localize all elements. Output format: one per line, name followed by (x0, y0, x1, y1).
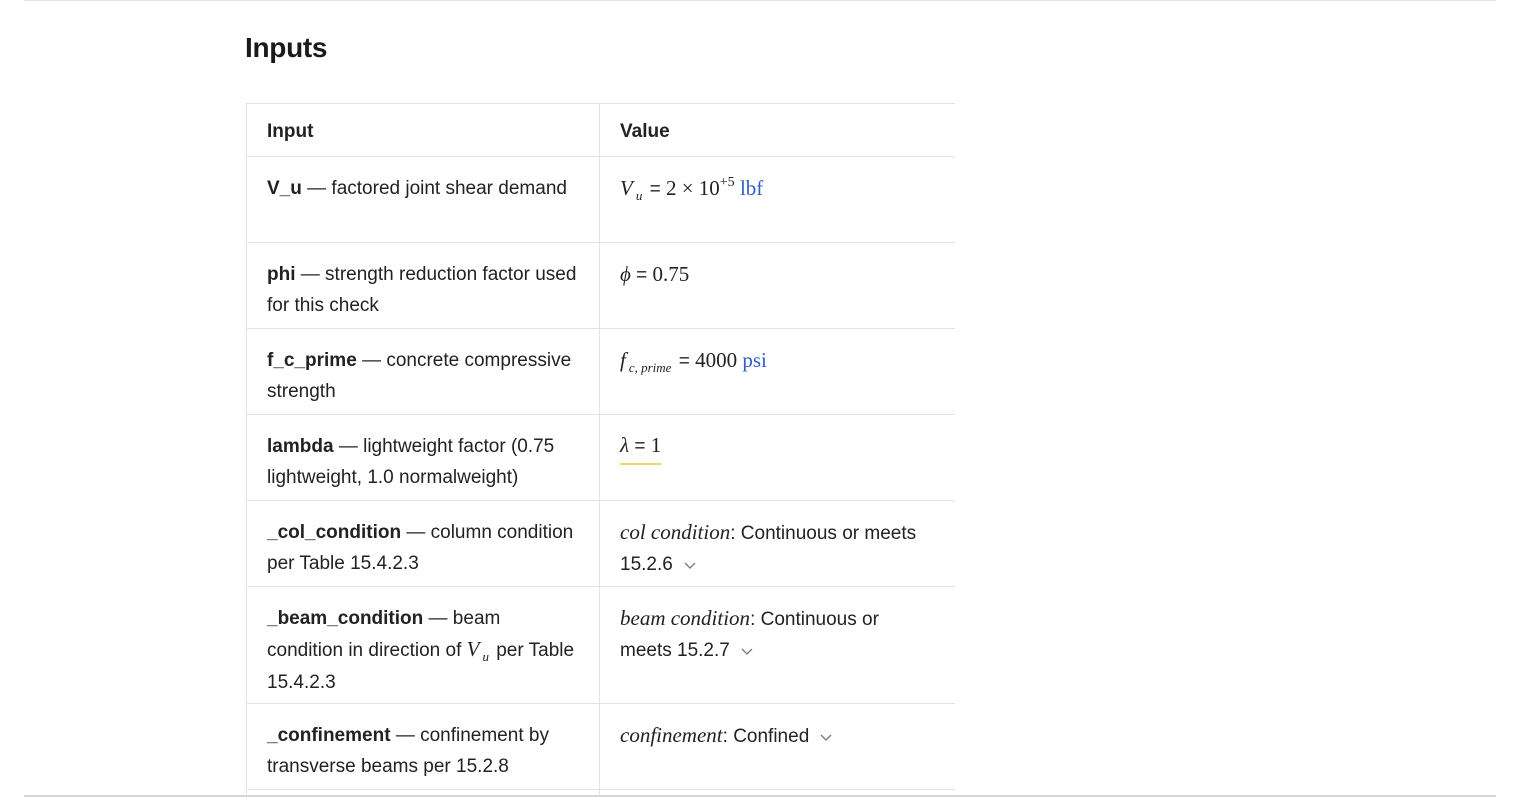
chevron-down-icon[interactable] (683, 558, 697, 572)
input-description-tail: per Table 15.4.2.3 (267, 640, 575, 693)
value-cell (600, 501, 956, 587)
value-cell (600, 704, 956, 790)
math-unit: psi (742, 348, 767, 372)
inputs-table (246, 103, 955, 795)
column-header-value: Value (600, 104, 956, 157)
input-cell (247, 704, 600, 790)
math-subscript: c, prime (628, 360, 672, 375)
table-row (247, 243, 956, 329)
beam-condition-select-value[interactable]: Continuous or meets 15.2.7 (620, 609, 879, 661)
input-cell (247, 587, 600, 704)
math-value: 0.75 (652, 262, 690, 286)
select-label (620, 606, 750, 630)
select-label-text: confinement (620, 723, 723, 747)
table-row (247, 329, 956, 415)
math-expression (620, 262, 689, 286)
math-unit: lbf (739, 176, 764, 200)
math-symbol: λ (620, 433, 630, 457)
table-header-row (247, 104, 956, 157)
chevron-down-icon[interactable] (819, 730, 833, 744)
table-row (247, 157, 956, 243)
value-cell (600, 587, 956, 704)
value-cell (600, 329, 956, 415)
input-cell (247, 501, 600, 587)
table-row (247, 415, 956, 501)
math-expression (620, 348, 767, 375)
math-value: 1 (650, 433, 662, 457)
input-description: — lightweight factor (0.75 lightweight, 1.0 normalweight) (267, 436, 555, 488)
input-description: — column condition per Table 15.4.2.3 (267, 522, 574, 574)
value-cell (600, 157, 956, 243)
math-symbol: ϕ (620, 262, 631, 286)
input-name: _confinement (267, 725, 391, 746)
math-equals: = (634, 436, 646, 457)
input-description: — factored joint shear demand (307, 178, 567, 199)
bottom-divider (24, 795, 1496, 797)
input-description: — confinement by transverse beams per 15.2.8 (267, 725, 549, 777)
math-exponent: +5 (719, 175, 735, 190)
input-cell (247, 329, 600, 415)
inline-math (466, 637, 491, 664)
table-row (247, 501, 956, 587)
select-label-text: beam condition (620, 606, 751, 630)
math-expression-highlighted[interactable] (620, 432, 661, 465)
confinement-select-value[interactable]: Confined (733, 726, 810, 747)
math-subscript: u (635, 188, 643, 203)
column-header-input: Input (247, 104, 600, 157)
top-divider (24, 0, 1496, 1)
input-name: V_u (267, 178, 302, 199)
math-subscript: u (482, 649, 489, 664)
input-name: f_c_prime (267, 350, 357, 371)
input-name: _col_condition (267, 522, 402, 543)
value-cell (600, 243, 956, 329)
table-row (247, 587, 956, 704)
math-symbol: V (620, 176, 633, 200)
math-symbol: f (620, 348, 626, 372)
input-description: — strength reduction factor used for this check (267, 264, 577, 316)
value-cell (600, 415, 956, 501)
input-description: — concrete compressive strength (267, 350, 572, 402)
math-equals: = (649, 179, 661, 200)
select-label (620, 723, 723, 747)
math-value: 2 × 10 (665, 176, 720, 200)
select-label (620, 520, 730, 544)
math-symbol: V (466, 637, 480, 661)
select-colon: : (730, 523, 736, 544)
input-name: phi (267, 264, 296, 285)
math-equals: = (636, 265, 648, 286)
input-cell (247, 243, 600, 329)
select-colon: : (750, 609, 756, 630)
input-name: _beam_condition (267, 608, 424, 629)
select-colon: : (722, 726, 728, 747)
chevron-down-icon[interactable] (740, 644, 754, 658)
table-row (247, 704, 956, 790)
input-cell (247, 157, 600, 243)
input-description: — beam condition in direction of (267, 608, 501, 661)
input-name: lambda (267, 436, 334, 457)
section-heading: Inputs (245, 32, 328, 63)
math-value: 4000 (695, 348, 738, 372)
col-condition-select-value[interactable]: Continuous or meets 15.2.6 (620, 523, 917, 575)
inputs-table-container (246, 103, 955, 795)
math-expression (620, 175, 764, 203)
input-cell (247, 415, 600, 501)
select-label-text: col condition (620, 520, 731, 544)
math-equals: = (678, 351, 690, 372)
